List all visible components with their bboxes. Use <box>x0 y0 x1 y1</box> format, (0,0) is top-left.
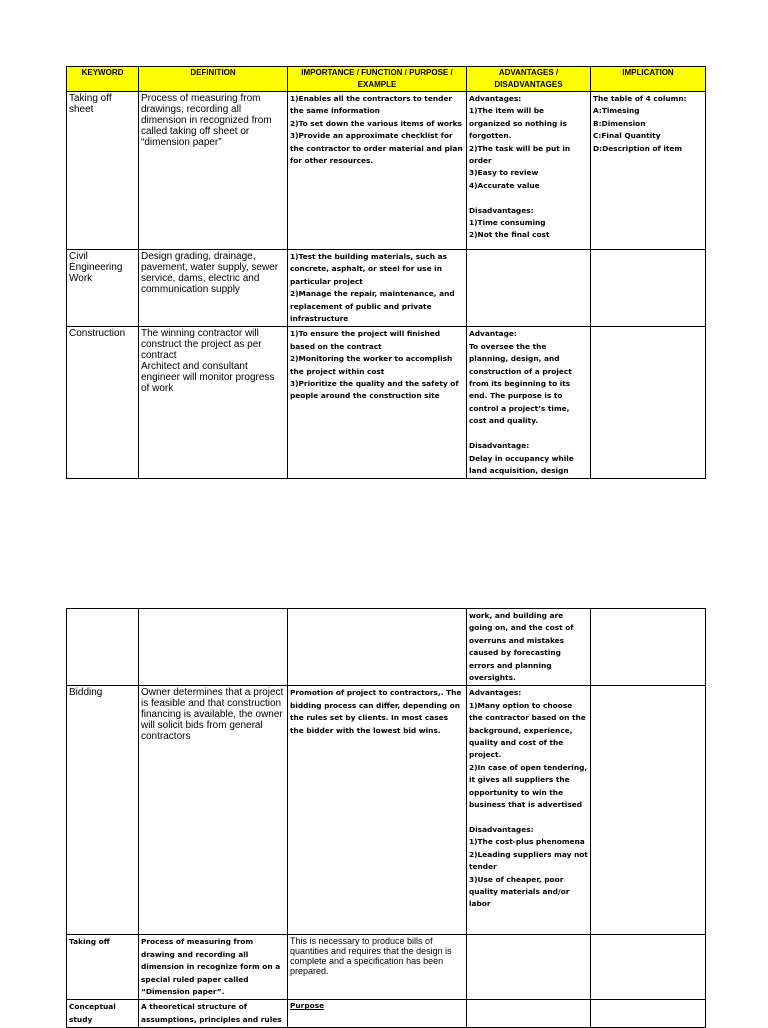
importance-cell <box>288 609 467 686</box>
keyword-cell: Taking off sheet <box>67 92 139 250</box>
table-row <box>67 686 706 935</box>
importance-cell: 1)Test the building materials, such as concrete, asphalt, or steel for use in particular project 2)Manage the repair, maintenance, and replacement of public and private infrastructure <box>288 250 467 327</box>
implication-cell <box>591 250 706 327</box>
importance-cell: Purpose <box>288 1000 467 1028</box>
table-row <box>67 327 706 479</box>
table-row <box>67 250 706 327</box>
page-1-table <box>66 66 706 479</box>
importance-cell: 1)To ensure the project will finished based on the contract 2)Monitoring the worker to accomplish the project within cost 3)Prioritize the quality and the safety of people around the construction site <box>288 327 467 479</box>
header-keyword: KEYWORD <box>67 67 139 92</box>
advantages-cell <box>467 935 591 1000</box>
table-row <box>67 92 706 250</box>
table-row <box>67 935 706 1000</box>
keyword-cell: Conceptual study <box>67 1000 139 1028</box>
advantages-cell: Advantages: 1)Many option to choose the contractor based on the background, experience, quality and cost of the project. 2)In case of open tendering, it gives all suppliers the opportunity to win the business that is advertised Disadvantages: 1)The cost-plus phenomena 2)Leading suppliers may not tender 3)Use of cheaper, poor quality materials and/or labor <box>467 686 591 935</box>
table-row <box>67 609 706 686</box>
implication-cell <box>591 327 706 479</box>
keyword-cell: Civil Engineering Work <box>67 250 139 327</box>
advantages-cell: Advantage: To oversee the the planning, design, and construction of a project from its beginning to its end. The purpose is to control a project’s time, cost and quality. Disadvantage: Delay in occupancy while land acquisition, design <box>467 327 591 479</box>
table-header-row <box>67 67 706 92</box>
keyword-cell: Bidding <box>67 686 139 935</box>
definition-cell: Design grading, drainage, pavement, water supply, sewer service, dams, electric and communication supply <box>139 250 288 327</box>
definition-cell: A theoretical structure of assumptions, principles and rules <box>139 1000 288 1028</box>
header-implication: IMPLICATION <box>591 67 706 92</box>
definition-cell: Process of measuring from drawings, recording all dimension in recognized from called taking off sheet or “dimension paper” <box>139 92 288 250</box>
keyword-cell <box>67 609 139 686</box>
definition-cell: Owner determines that a project is feasible and that construction financing is available, the owner will solicit bids from general contractors <box>139 686 288 935</box>
implication-cell <box>591 935 706 1000</box>
page-2-table <box>66 608 706 1028</box>
importance-cell: Promotion of project to contractors,. The bidding process can differ, depending on the rules set by clients. In most cases the bidder with the lowest bid wins. <box>288 686 467 935</box>
header-importance: IMPORTANCE / FUNCTION / PURPOSE / EXAMPLE <box>288 67 467 92</box>
advantages-cell: Advantages: 1)The item will be organized so nothing is forgotten. 2)The task will be put in order 3)Easy to review 4)Accurate value Disadvantages: 1)Time consuming 2)Not the final cost <box>467 92 591 250</box>
keyword-cell: Taking off <box>67 935 139 1000</box>
header-definition: DEFINITION <box>139 67 288 92</box>
implication-cell <box>591 609 706 686</box>
importance-cell: This is necessary to produce bills of quantities and requires that the design is complete and a specification has been prepared. <box>288 935 467 1000</box>
advantages-cell: work, and building are going on, and the cost of overruns and mistakes caused by forecasting errors and planning oversights. <box>467 609 591 686</box>
advantages-cell <box>467 250 591 327</box>
definition-cell <box>139 609 288 686</box>
header-advantages: ADVANTAGES / DISADVANTAGES <box>467 67 591 92</box>
implication-cell <box>591 686 706 935</box>
keyword-cell: Construction <box>67 327 139 479</box>
importance-cell: 1)Enables all the contractors to tender the same information 2)To set down the various items of works 3)Provide an approximate checklist for the contractor to order material and plan for other resources. <box>288 92 467 250</box>
implication-cell: The table of 4 column: A:Timesing B:Dimension C:Final Quantity D:Description of item <box>591 92 706 250</box>
definition-cell: Process of measuring from drawing and recording all dimension in recognize form on a special ruled paper called “Dimension paper”. <box>139 935 288 1000</box>
definition-cell: The winning contractor will construct the project as per contract Architect and consultant engineer will monitor progress of work <box>139 327 288 479</box>
